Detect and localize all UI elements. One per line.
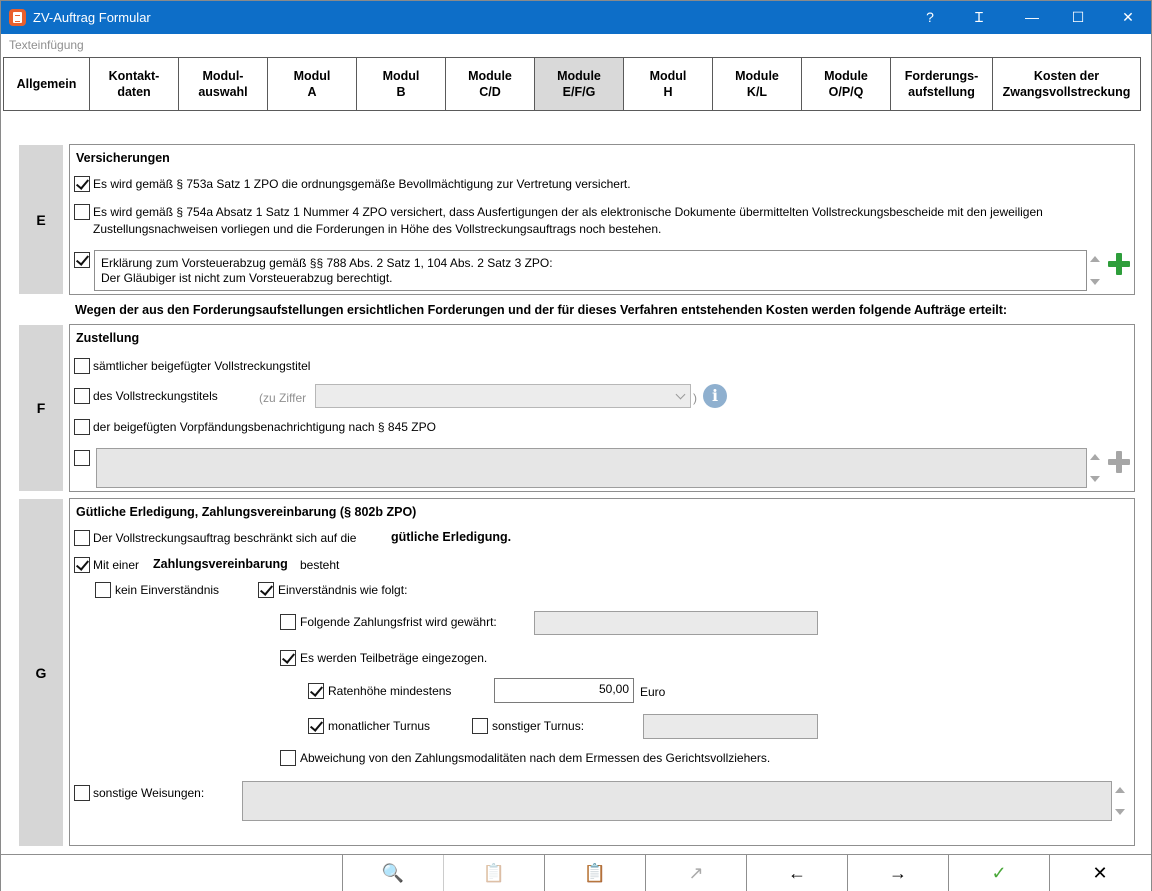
add-plus-icon-disabled[interactable] (1107, 450, 1131, 474)
saemtlicher-titel-label: sämtlicher beigefügter Vollstreckungstitel (93, 359, 311, 373)
clipboard-icon[interactable]: 📋 (443, 855, 544, 891)
vorsteuerabzug-textarea[interactable]: Erklärung zum Vorsteuerabzug gemäß §§ 788 Abs. 2 Satz 1, 104 Abs. 2 Satz 3 ZPO: Der Gläubiger ist nicht zum Vorsteuerabzug berechtigt. (94, 250, 1087, 291)
ratenhoehe-input[interactable]: 50,00 (494, 678, 634, 703)
app-form-icon (9, 9, 26, 26)
tab-module-opq[interactable]: Module O/P/Q (802, 57, 891, 111)
tab-kontaktdaten[interactable]: Kontakt- daten (90, 57, 179, 111)
ratenhoehe-label: Ratenhöhe mindestens (328, 684, 452, 698)
vorsteuerabzug-scrollbar[interactable] (1088, 250, 1102, 291)
kein-einverstaendnis-checkbox[interactable] (95, 582, 111, 598)
tab-modulauswahl[interactable]: Modul- auswahl (179, 57, 268, 111)
guetliche-erledigung-label: Der Vollstreckungsauftrag beschränkt sich auf die (93, 531, 357, 545)
auftraege-heading: Wegen der aus den Forderungsaufstellungen ersichtlichen Forderungen und der für dieses Verfahren entstehenden Kosten werden folgende Aufträge erteilt: (75, 303, 1008, 317)
vorsteuerabzug-checkbox[interactable] (74, 252, 90, 268)
tab-modul-a[interactable]: Modul A (268, 57, 357, 111)
maximize-button[interactable]: ☐ (1071, 9, 1085, 25)
zahlungsvereinbarung-post: besteht (300, 558, 340, 572)
vollstreckungstitel-checkbox[interactable] (74, 388, 90, 404)
ausfertigungen-label: Es wird gemäß § 754a Absatz 1 Satz 1 Nummer 4 ZPO versichert, dass Ausfertigungen der als elektronische Dokumente übermittelten Vollstreckungsbescheide mit den jeweiligen Zustellungsnachweisen vorliegen und die Forderungen in Höhe des Vollstreckungsauftrags noch bestehen. (93, 205, 1043, 236)
monatlicher-turnus-checkbox[interactable] (308, 718, 324, 734)
section-e-title: Versicherungen (76, 151, 170, 165)
checkmark-icon[interactable]: ✓ (948, 855, 1049, 891)
teilbetraege-label: Es werden Teilbeträge eingezogen. (300, 651, 488, 665)
cancel-x-icon[interactable]: ✕ (1049, 855, 1150, 891)
texteinfuegung-menu[interactable]: Texteinfügung (9, 38, 84, 52)
text-cursor-button[interactable]: Ɪ (975, 9, 983, 25)
arrow-left-icon[interactable]: ← (746, 855, 847, 891)
bevollmaechtigung-label: Es wird gemäß § 753a Satz 1 ZPO die ordnungsgemäße Bevollmächtigung zur Vertretung versichert. (93, 177, 631, 191)
tab-kosten-zwangsvollstreckung[interactable]: Kosten der Zwangsvollstreckung (993, 57, 1141, 111)
sonstige-weisungen-checkbox[interactable] (74, 785, 90, 801)
einverstaendnis-checkbox[interactable] (258, 582, 274, 598)
abweichung-checkbox[interactable] (280, 750, 296, 766)
sonstiger-turnus-checkbox[interactable] (472, 718, 488, 734)
section-f-label: F (19, 325, 63, 491)
section-f-title: Zustellung (76, 331, 140, 345)
einverstaendnis-label: Einverständnis wie folgt: (278, 583, 408, 597)
tab-modul-b[interactable]: Modul B (357, 57, 446, 111)
tab-bar (3, 57, 1143, 111)
zahlungsfrist-input[interactable] (534, 611, 818, 635)
tab-allgemein[interactable]: Allgemein (3, 57, 90, 111)
zahlungsvereinbarung-pre: Mit einer (93, 558, 140, 572)
zahlungsfrist-label: Folgende Zahlungsfrist wird gewährt: (300, 615, 497, 629)
section-g-label: G (19, 499, 63, 846)
sonstiger-turnus-input[interactable] (643, 714, 818, 739)
ziffer-select[interactable] (315, 384, 691, 408)
guetliche-erledigung-bold: gütliche Erledigung. (391, 530, 512, 544)
close-window-button[interactable]: ✕ (1122, 9, 1134, 25)
ratenhoehe-unit: Euro (640, 685, 666, 699)
section-f-box (69, 324, 1135, 492)
zustellung-freitext-textarea[interactable] (96, 448, 1087, 488)
tab-forderungsaufstellung[interactable]: Forderungs- aufstellung (891, 57, 993, 111)
section-g-box (69, 498, 1135, 846)
export-icon[interactable]: ↗ (645, 855, 746, 891)
vorpfaendung-checkbox[interactable] (74, 419, 90, 435)
zahlungsvereinbarung-bold: Zahlungsvereinbarung (153, 557, 288, 571)
ziffer-close-paren: ) (693, 391, 697, 405)
ratenhoehe-checkbox[interactable] (308, 683, 324, 699)
minimize-button[interactable]: — (1025, 9, 1039, 25)
zahlungsvereinbarung-checkbox[interactable] (74, 557, 90, 573)
info-icon[interactable]: i (703, 384, 727, 408)
tab-module-kl[interactable]: Module K/L (713, 57, 802, 111)
zustellung-freitext-checkbox[interactable] (74, 450, 90, 466)
arrow-right-icon[interactable]: → (847, 855, 948, 891)
window-title: ZV-Auftrag Formular (33, 10, 151, 25)
sonstige-weisungen-scrollbar[interactable] (1113, 781, 1127, 821)
abweichung-label: Abweichung von den Zahlungsmodalitäten nach dem Ermessen des Gerichtsvollziehers. (300, 751, 771, 765)
tab-module-cd[interactable]: Module C/D (446, 57, 535, 111)
bottom-toolbar (1, 854, 1151, 891)
vollstreckungstitel-label: des Vollstreckungstitels (93, 389, 218, 403)
title-bar (1, 1, 1151, 34)
teilbetraege-checkbox[interactable] (280, 650, 296, 666)
vorpfaendung-label: der beigefügten Vorpfändungsbenachrichtigung nach § 845 ZPO (93, 420, 436, 434)
guetliche-erledigung-checkbox[interactable] (74, 530, 90, 546)
bevollmaechtigung-checkbox[interactable] (74, 176, 90, 192)
help-button[interactable]: ? (926, 9, 934, 25)
saemtlicher-titel-checkbox[interactable] (74, 358, 90, 374)
zahlungsfrist-checkbox[interactable] (280, 614, 296, 630)
tab-modul-h[interactable]: Modul H (624, 57, 713, 111)
search-icon[interactable]: 🔍 (342, 855, 443, 891)
kein-einverstaendnis-label: kein Einverständnis (115, 583, 220, 597)
zustellung-freitext-scrollbar[interactable] (1088, 448, 1102, 488)
sonstige-weisungen-label: sonstige Weisungen: (93, 786, 205, 800)
sonstiger-turnus-label: sonstiger Turnus: (492, 719, 585, 733)
sonstige-weisungen-textarea[interactable] (242, 781, 1112, 821)
zu-ziffer-label: (zu Ziffer (259, 391, 307, 405)
tab-module-efg[interactable]: Module E/F/G (535, 57, 624, 111)
chevron-down-icon (676, 390, 686, 400)
clipboard-document-icon[interactable]: 📋 (544, 855, 645, 891)
section-e-box (69, 144, 1135, 295)
ausfertigungen-checkbox[interactable] (74, 204, 90, 220)
section-g-title: Gütliche Erledigung, Zahlungsvereinbarung (§ 802b ZPO) (76, 505, 417, 519)
section-e-label: E (19, 145, 63, 294)
monatlicher-turnus-label: monatlicher Turnus (328, 719, 431, 733)
add-plus-icon[interactable] (1107, 252, 1131, 276)
